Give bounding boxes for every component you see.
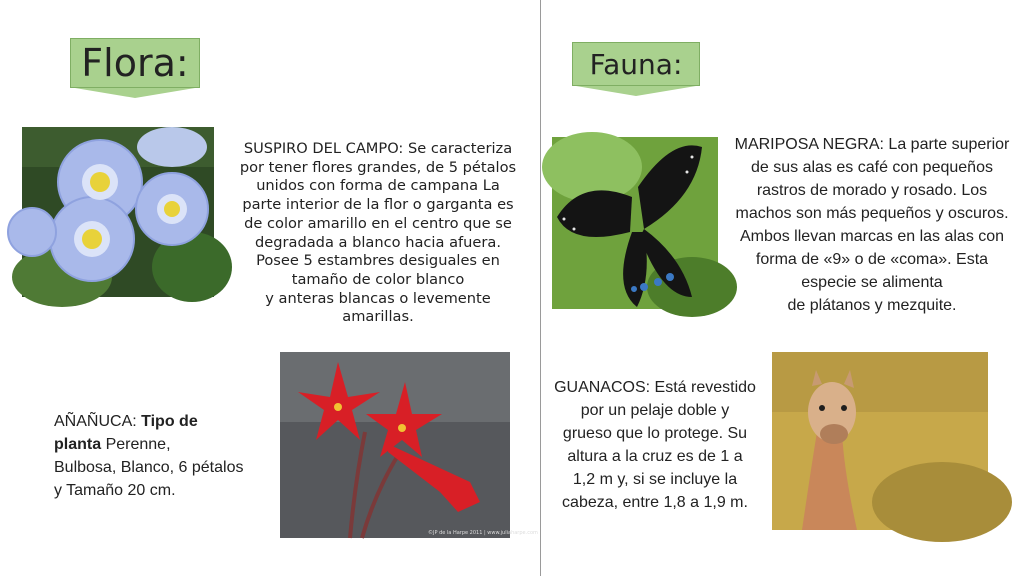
ananuca-description [54,410,274,502]
mariposa-negra-photo [552,137,718,309]
ananuca-bold-2: planta [54,436,102,453]
text-line: 1,2 m y, si se incluye la [572,471,738,488]
guanaco-photo [772,352,988,530]
text-line: unidos con forma de campana La [256,177,500,195]
text-line: GUANACOS: Está revestido [554,379,756,396]
flora-title: Flora: [81,41,189,85]
text-line: grueso que lo protege. Su [562,425,748,442]
text-line: y anteras blancas o levemente [265,289,491,307]
text-line: rastros de morado y rosado. Los [756,182,988,199]
mariposa-negra-description [722,133,1022,317]
text-line: tamaño de color blanco [291,270,465,288]
ananuca-photo [280,352,538,538]
fauna-title-banner [572,42,700,86]
text-line: de plátanos y mezquite. [787,297,957,314]
text-line: especie se alimenta [801,274,943,291]
text-line: cabeza, entre 1,8 a 1,9 m. [562,494,748,511]
text-line: por un pelaje doble y [580,402,730,419]
text-line: Posee 5 estambres desiguales en [256,252,500,270]
text-line: parte interior de la flor o garganta es [242,196,514,214]
text-line: y Tamaño 20 cm. [54,482,176,499]
ananuca-rest: Perenne, [101,436,171,453]
text-line: Bulbosa, Blanco, 6 pétalos [54,459,244,476]
flora-title-banner [70,38,200,88]
text-line: por tener flores grandes, de 5 pétalos [239,158,517,176]
text-line: forma de «9» o de «coma». Esta [755,251,989,268]
text-line: Ambos llevan marcas en las alas con [739,228,1005,245]
text-line: de color amarillo en el centro que se [244,214,512,232]
text-line: amarillas. [342,308,414,326]
center-divider [540,0,541,576]
text-line: SUSPIRO DEL CAMPO: Se caracteriza [243,140,513,157]
ananuca-bold-1: Tipo de [141,413,198,430]
text-line: MARIPOSA NEGRA: La parte superior [734,136,1010,153]
guanacos-description [548,376,762,514]
photo-credit: ©JP de la Harpe 2011 | www.juliaharpe.com [428,530,538,536]
text-line: degradada a blanco hacia afuera. [255,233,501,251]
text-line [54,410,274,433]
suspiro-del-campo-description [218,140,538,327]
text-line: machos son más pequeños y oscuros. [735,205,1009,222]
text-line: altura a la cruz es de 1 a [567,448,743,465]
text-line [54,433,274,456]
text-line: de sus alas es café con pequeños [751,159,993,176]
fauna-title: Fauna: [589,47,683,81]
ananuca-name: AÑAÑUCA: [54,413,142,430]
suspiro-del-campo-photo [22,127,214,297]
